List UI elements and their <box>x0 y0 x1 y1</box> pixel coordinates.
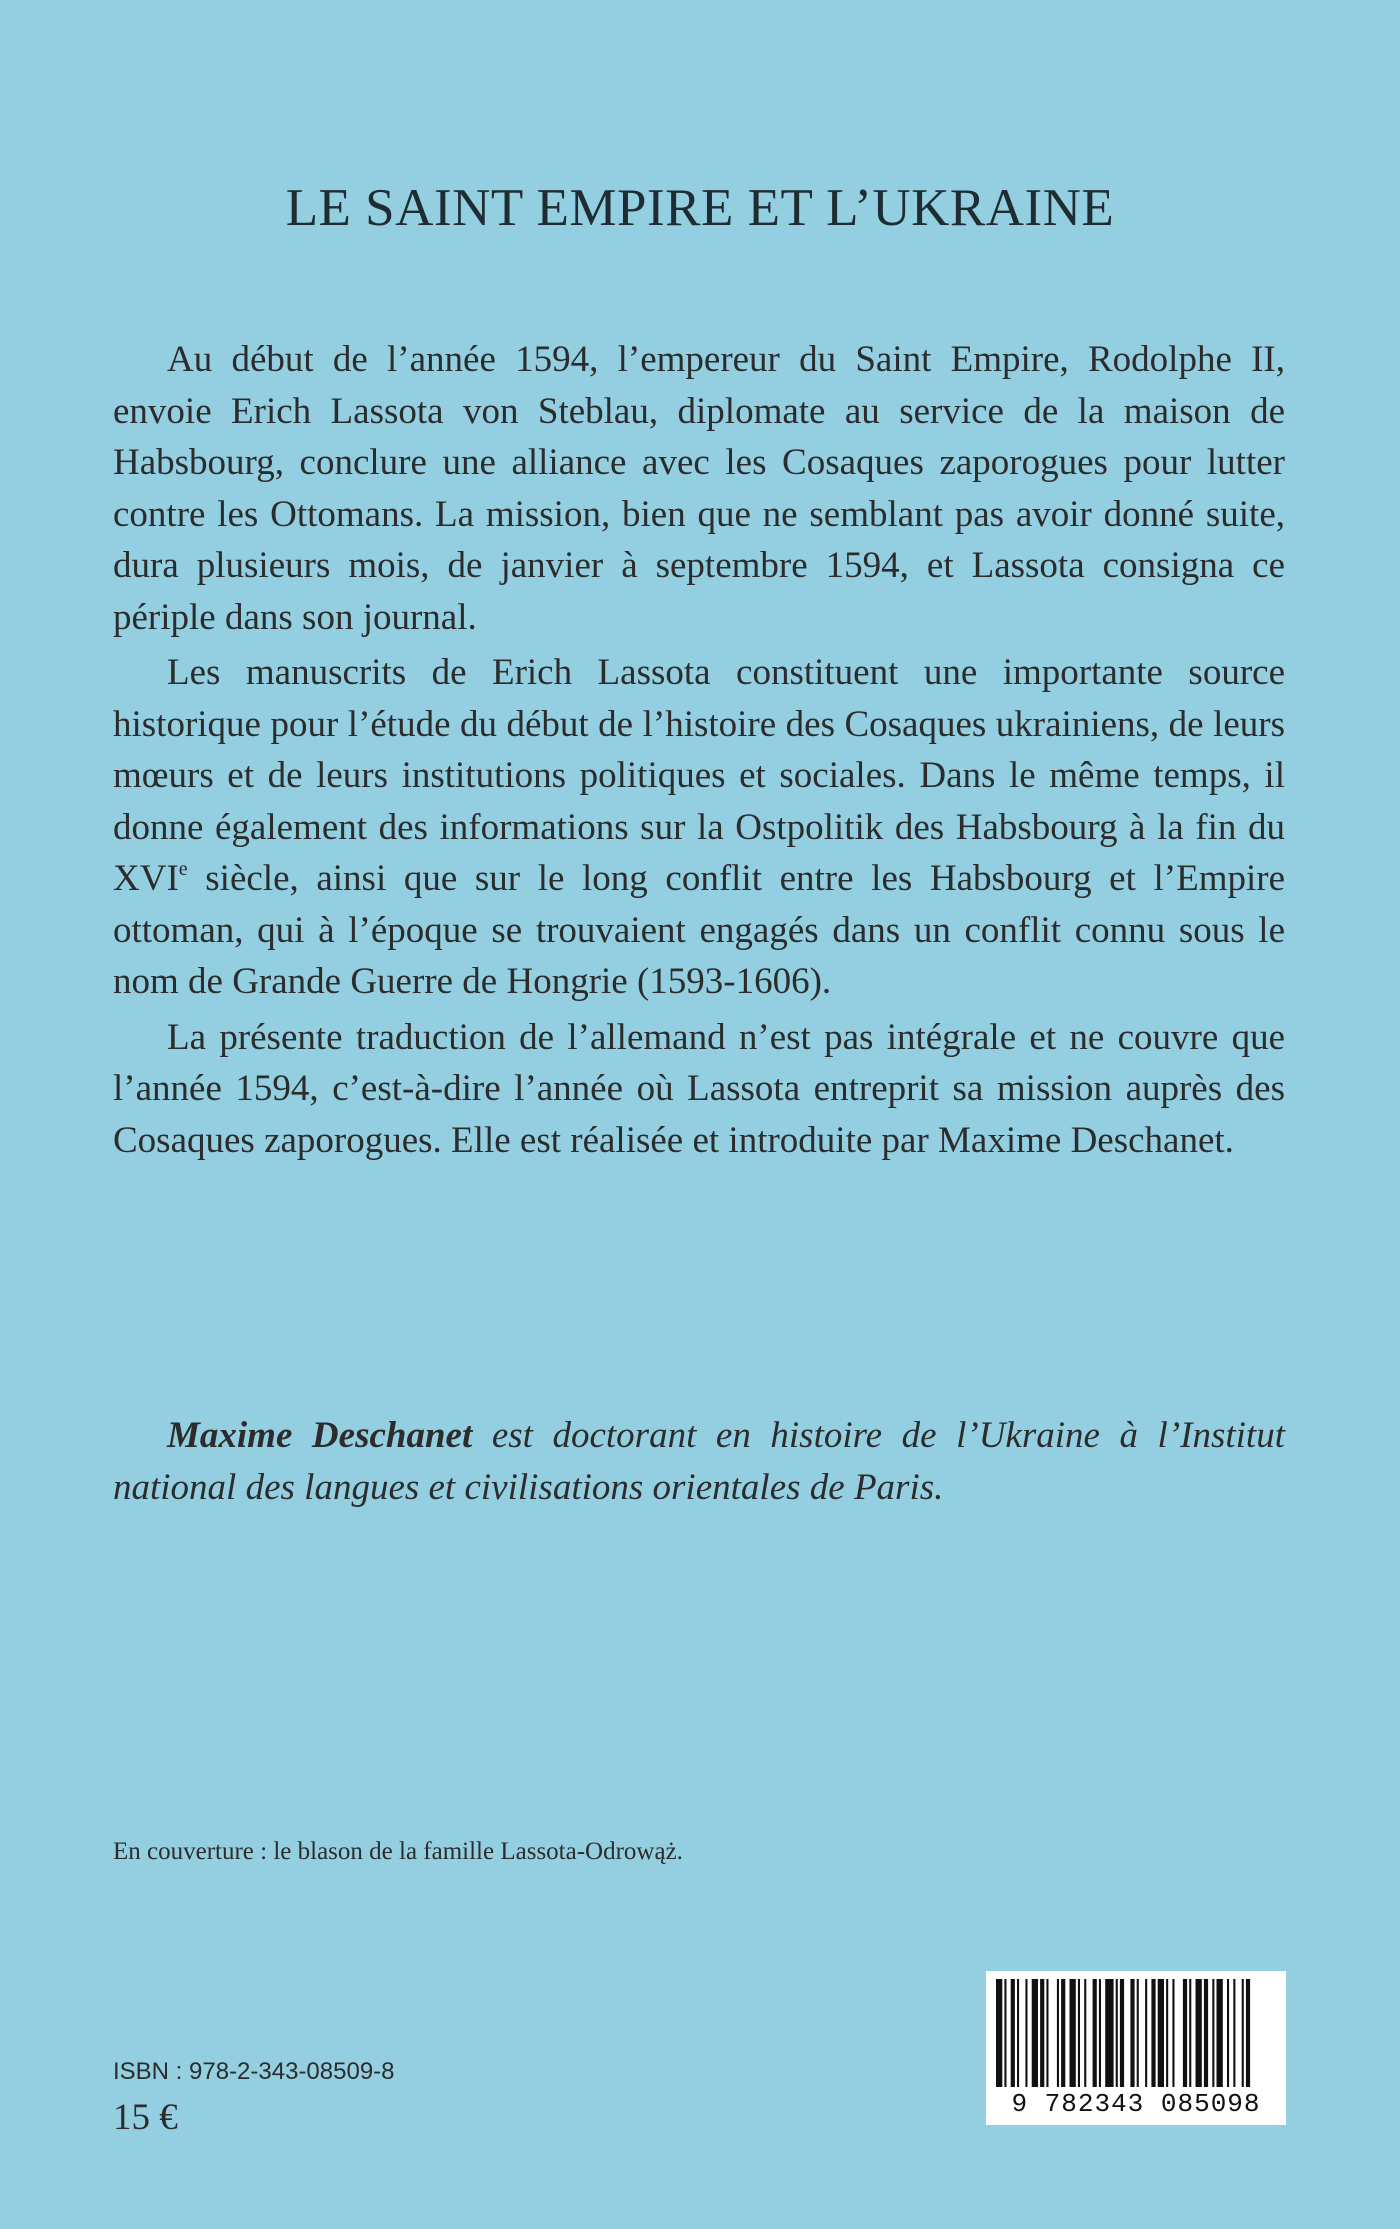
barcode-bar <box>1084 1979 1086 2087</box>
barcode-bar <box>1172 1979 1174 2087</box>
barcode-bar <box>1158 1979 1164 2087</box>
barcode-bar <box>1227 1979 1229 2087</box>
blurb-paragraph-2 <box>113 647 1285 1008</box>
barcode-bar <box>1040 1979 1044 2087</box>
barcode-bar <box>1017 1979 1019 2087</box>
barcode-bars <box>994 1979 1278 2087</box>
barcode-bar <box>1116 1979 1118 2087</box>
barcode-bar <box>1233 1979 1235 2087</box>
barcode-bar <box>1183 1979 1187 2087</box>
barcode-bar <box>1061 1979 1065 2087</box>
century-superscript: e <box>178 858 188 880</box>
barcode-bar <box>1130 1979 1134 2087</box>
barcode-bar <box>1120 1979 1124 2087</box>
blurb-text <box>113 334 1285 1170</box>
author-name: Maxime Deschanet <box>167 1415 473 1456</box>
barcode-bar <box>1105 1979 1113 2087</box>
author-bio <box>113 1410 1285 1513</box>
barcode-bar <box>1246 1979 1250 2087</box>
isbn-label: ISBN : 978-2-343-08509-8 <box>113 2058 395 2085</box>
barcode-bar <box>1145 1979 1147 2087</box>
barcode-bar <box>1166 1979 1168 2087</box>
barcode-bar <box>1093 1979 1097 2087</box>
blurb-paragraph-2-end: siècle, ainsi que sur le long conflit entre les Habsbourg et l’Empire ottoman, qui à l’époque se trouvaient engagés dans un conflit connu sous le nom de Grande Guerre de Hongrie (1593-1606). <box>113 858 1285 1002</box>
blurb-paragraph-3: La présente traduction de l’allemand n’est pas intégrale et ne couvre que l’année 1594, c’est-à-dire l’année où Lassota entreprit sa mission auprès des Cosaques zaporogues. Elle est réalisée et introduite par Maxime Deschanet. <box>113 1016 1285 1161</box>
barcode-bar <box>1204 1979 1208 2087</box>
barcode-bar <box>1032 1979 1038 2087</box>
blurb-paragraph-2-start: Les manuscrits de Erich Lassota constituent une importante source historique pour l’étude du début de l’histoire des Cosaques ukrainiens, de leurs mœurs et de leurs institutions politiques et sociales. Dans le même temps, il donne également des informations sur la Ostpolitik des Habsbourg à la fin du XVI <box>113 652 1285 899</box>
barcode-bar <box>1057 1979 1059 2087</box>
barcode-bar <box>1151 1979 1155 2087</box>
barcode-bar <box>1078 1979 1080 2087</box>
cover-credit: En couverture : le blason de la famille Lassota-Odrowąż. <box>113 1838 683 1865</box>
barcode-bar <box>1004 1979 1006 2087</box>
blurb-paragraph-1: Au début de l’année 1594, l’empereur du Saint Empire, Rodolphe II, envoie Erich Lassota von Steblau, diplomate au service de la maison de Habsbourg, conclure une alliance avec les Cosaques zaporogues pour lutter contre les Ottomans. La mission, bien que ne semblant pas avoir donné suite, dura plusieurs mois, de janvier à septembre 1594, et Lassota consigna ce périple dans son journal. <box>113 339 1285 638</box>
barcode-bar <box>1217 1979 1223 2087</box>
barcode-bar <box>996 1979 1002 2087</box>
price-label: 15 € <box>113 2097 178 2138</box>
barcode <box>986 1971 1286 2125</box>
book-title: LE SAINT EMPIRE ET L’UKRAINE <box>285 179 1115 237</box>
barcode-bar <box>1046 1979 1048 2087</box>
barcode-bar <box>1070 1979 1076 2087</box>
barcode-bar <box>1212 1979 1214 2087</box>
barcode-bar <box>1242 1979 1244 2087</box>
barcode-bar <box>1196 1979 1202 2087</box>
barcode-bar <box>1189 1979 1191 2087</box>
author-description: est doctorant en histoire de l’Ukraine à l’Institut national des langues et civilisations orientales de Paris. <box>113 1415 1285 1508</box>
barcode-bar <box>1137 1979 1139 2087</box>
barcode-bar <box>1025 1979 1027 2087</box>
barcode-bar <box>1099 1979 1101 2087</box>
barcode-bar <box>1011 1979 1015 2087</box>
barcode-digits: 9 782343 085098 <box>1011 2089 1261 2119</box>
